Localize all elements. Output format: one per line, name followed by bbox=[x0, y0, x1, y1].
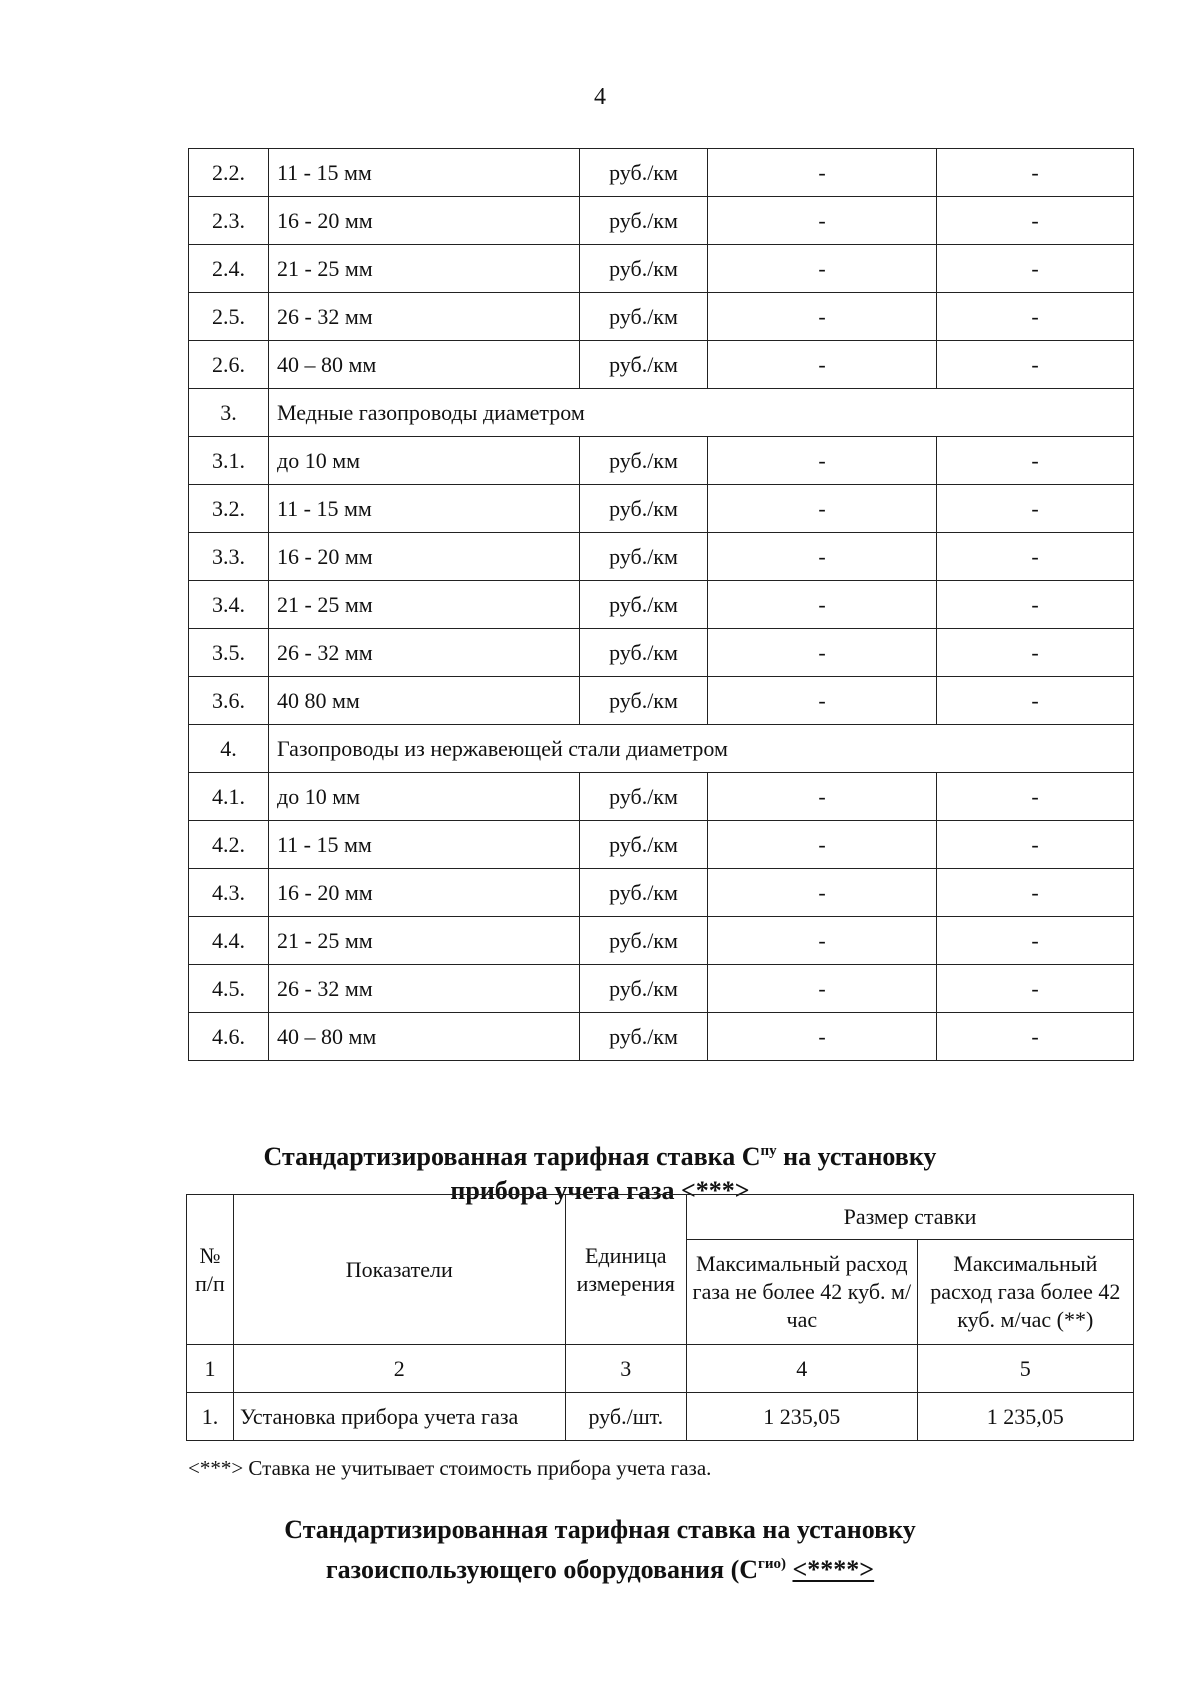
row-value-2: - bbox=[937, 917, 1134, 965]
row-diameter: 11 - 15 мм bbox=[269, 821, 580, 869]
row-num: 3.4. bbox=[189, 581, 269, 629]
row-value-1: - bbox=[708, 245, 937, 293]
row-unit: руб./км bbox=[580, 917, 708, 965]
table-row bbox=[189, 629, 1134, 677]
row-diameter: 26 - 32 мм bbox=[269, 965, 580, 1013]
row-num: 1. bbox=[187, 1393, 234, 1441]
tariff-table-pipelines bbox=[188, 148, 1134, 1061]
row-value-2: - bbox=[937, 1013, 1134, 1061]
row-unit: руб./км bbox=[580, 1013, 708, 1061]
table-row bbox=[189, 1013, 1134, 1061]
section-row bbox=[189, 389, 1134, 437]
table-row bbox=[189, 437, 1134, 485]
table-row bbox=[189, 869, 1134, 917]
row-diameter: 26 - 32 мм bbox=[269, 293, 580, 341]
table-row bbox=[189, 485, 1134, 533]
row-unit: руб./км bbox=[580, 341, 708, 389]
row-unit: руб./км bbox=[580, 821, 708, 869]
table-row bbox=[187, 1393, 1134, 1441]
row-value-1: - bbox=[708, 773, 937, 821]
row-unit: руб./км bbox=[580, 437, 708, 485]
row-num: 3.1. bbox=[189, 437, 269, 485]
table-row bbox=[189, 773, 1134, 821]
row-value-1: - bbox=[708, 533, 937, 581]
row-unit: руб./км bbox=[580, 965, 708, 1013]
row-num: 3.6. bbox=[189, 677, 269, 725]
table-row bbox=[189, 581, 1134, 629]
row-num: 2.2. bbox=[189, 149, 269, 197]
row-unit: руб./км bbox=[580, 677, 708, 725]
row-num: 2.3. bbox=[189, 197, 269, 245]
column-number: 2 bbox=[233, 1345, 565, 1393]
row-value-1: - bbox=[708, 965, 937, 1013]
row-value-1: - bbox=[708, 293, 937, 341]
header-rate-size: Размер ставки bbox=[687, 1195, 1134, 1240]
row-value-2: - bbox=[937, 533, 1134, 581]
row-value-gt-42: 1 235,05 bbox=[917, 1393, 1133, 1441]
table-row bbox=[189, 677, 1134, 725]
row-value-2: - bbox=[937, 341, 1134, 389]
row-diameter: 26 - 32 мм bbox=[269, 629, 580, 677]
row-unit: руб./км bbox=[580, 869, 708, 917]
row-num: 4.6. bbox=[189, 1013, 269, 1061]
row-value-1: - bbox=[708, 677, 937, 725]
row-num: 4.5. bbox=[189, 965, 269, 1013]
row-value-1: - bbox=[708, 821, 937, 869]
table-row bbox=[189, 821, 1134, 869]
row-diameter: 40 – 80 мм bbox=[269, 341, 580, 389]
column-number: 3 bbox=[565, 1345, 686, 1393]
meter-installation-rate-title: Стандартизированная тарифная ставка $С^{пу}$ на установку прибора учета газа <***> bbox=[263, 1142, 937, 1205]
row-name: Установка прибора учета газа bbox=[233, 1393, 565, 1441]
footnote: <***> Ставка не учитывает стоимость прибора учета газа. bbox=[188, 1456, 712, 1480]
column-number: 1 bbox=[187, 1345, 234, 1393]
row-unit: руб./км bbox=[580, 197, 708, 245]
table-row bbox=[189, 917, 1134, 965]
row-num: 3.2. bbox=[189, 485, 269, 533]
table-row bbox=[189, 197, 1134, 245]
section-title: Медные газопроводы диаметром bbox=[269, 389, 1134, 437]
row-unit: руб./км bbox=[580, 485, 708, 533]
row-unit: руб./км bbox=[580, 149, 708, 197]
header-num: № п/п bbox=[187, 1195, 234, 1345]
table-row bbox=[189, 965, 1134, 1013]
header-max-gt-42: Максимальный расход газа более 42 куб. м/час (**) bbox=[917, 1240, 1133, 1345]
row-unit: руб./км bbox=[580, 245, 708, 293]
row-value-2: - bbox=[937, 965, 1134, 1013]
row-value-2: - bbox=[937, 437, 1134, 485]
column-number: 5 bbox=[917, 1345, 1133, 1393]
header-max-le-42: Максимальный расход газа не более 42 куб. м/час bbox=[687, 1240, 918, 1345]
row-value-2: - bbox=[937, 869, 1134, 917]
row-num: 2.5. bbox=[189, 293, 269, 341]
row-value-2: - bbox=[937, 245, 1134, 293]
row-value-2: - bbox=[937, 581, 1134, 629]
row-value-1: - bbox=[708, 917, 937, 965]
row-value-2: - bbox=[937, 629, 1134, 677]
row-value-2: - bbox=[937, 197, 1134, 245]
row-value-1: - bbox=[708, 341, 937, 389]
row-diameter: 40 80 мм bbox=[269, 677, 580, 725]
section-title: Газопроводы из нержавеющей стали диаметром bbox=[269, 725, 1134, 773]
row-diameter: 21 - 25 мм bbox=[269, 245, 580, 293]
row-value-1: - bbox=[708, 485, 937, 533]
row-value-2: - bbox=[937, 821, 1134, 869]
row-value-2: - bbox=[937, 293, 1134, 341]
row-num: 3. bbox=[189, 389, 269, 437]
row-diameter: 21 - 25 мм bbox=[269, 917, 580, 965]
row-num: 3.5. bbox=[189, 629, 269, 677]
row-value-2: - bbox=[937, 485, 1134, 533]
row-diameter: 16 - 20 мм bbox=[269, 533, 580, 581]
row-diameter: 11 - 15 мм bbox=[269, 485, 580, 533]
row-value-1: - bbox=[708, 197, 937, 245]
row-value-le-42: 1 235,05 bbox=[687, 1393, 918, 1441]
row-unit: руб./км bbox=[580, 581, 708, 629]
row-value-2: - bbox=[937, 773, 1134, 821]
row-value-2: - bbox=[937, 677, 1134, 725]
row-value-1: - bbox=[708, 629, 937, 677]
table-row bbox=[189, 533, 1134, 581]
row-num: 4.2. bbox=[189, 821, 269, 869]
row-value-1: - bbox=[708, 581, 937, 629]
row-unit: руб./км bbox=[580, 293, 708, 341]
row-num: 4.3. bbox=[189, 869, 269, 917]
row-unit: руб./км bbox=[580, 629, 708, 677]
row-num: 4.1. bbox=[189, 773, 269, 821]
row-diameter: 40 – 80 мм bbox=[269, 1013, 580, 1061]
row-unit: руб./шт. bbox=[565, 1393, 686, 1441]
row-diameter: 16 - 20 мм bbox=[269, 869, 580, 917]
row-diameter: до 10 мм bbox=[269, 437, 580, 485]
row-num: 2.6. bbox=[189, 341, 269, 389]
table-row bbox=[189, 341, 1134, 389]
row-value-1: - bbox=[708, 437, 937, 485]
column-number: 4 bbox=[687, 1345, 918, 1393]
row-num: 2.4. bbox=[189, 245, 269, 293]
row-diameter: 16 - 20 мм bbox=[269, 197, 580, 245]
row-num: 4. bbox=[189, 725, 269, 773]
table-row bbox=[189, 149, 1134, 197]
row-diameter: 21 - 25 мм bbox=[269, 581, 580, 629]
page-number: 4 bbox=[594, 84, 606, 110]
table-row bbox=[189, 245, 1134, 293]
row-diameter: до 10 мм bbox=[269, 773, 580, 821]
row-num: 4.4. bbox=[189, 917, 269, 965]
equipment-installation-rate-title: Стандартизированная тарифная ставка на установку газоиспользующего оборудования ($С^{гио)}$ <****> bbox=[284, 1515, 916, 1584]
row-unit: руб./км bbox=[580, 533, 708, 581]
section-row bbox=[189, 725, 1134, 773]
header-unit: Единица измерения bbox=[565, 1195, 686, 1345]
table-row bbox=[189, 293, 1134, 341]
row-value-2: - bbox=[937, 149, 1134, 197]
row-unit: руб./км bbox=[580, 773, 708, 821]
row-value-1: - bbox=[708, 149, 937, 197]
row-value-1: - bbox=[708, 869, 937, 917]
row-value-1: - bbox=[708, 1013, 937, 1061]
row-num: 3.3. bbox=[189, 533, 269, 581]
row-diameter: 11 - 15 мм bbox=[269, 149, 580, 197]
header-indicators: Показатели bbox=[233, 1195, 565, 1345]
meter-installation-rate-table bbox=[186, 1194, 1134, 1441]
